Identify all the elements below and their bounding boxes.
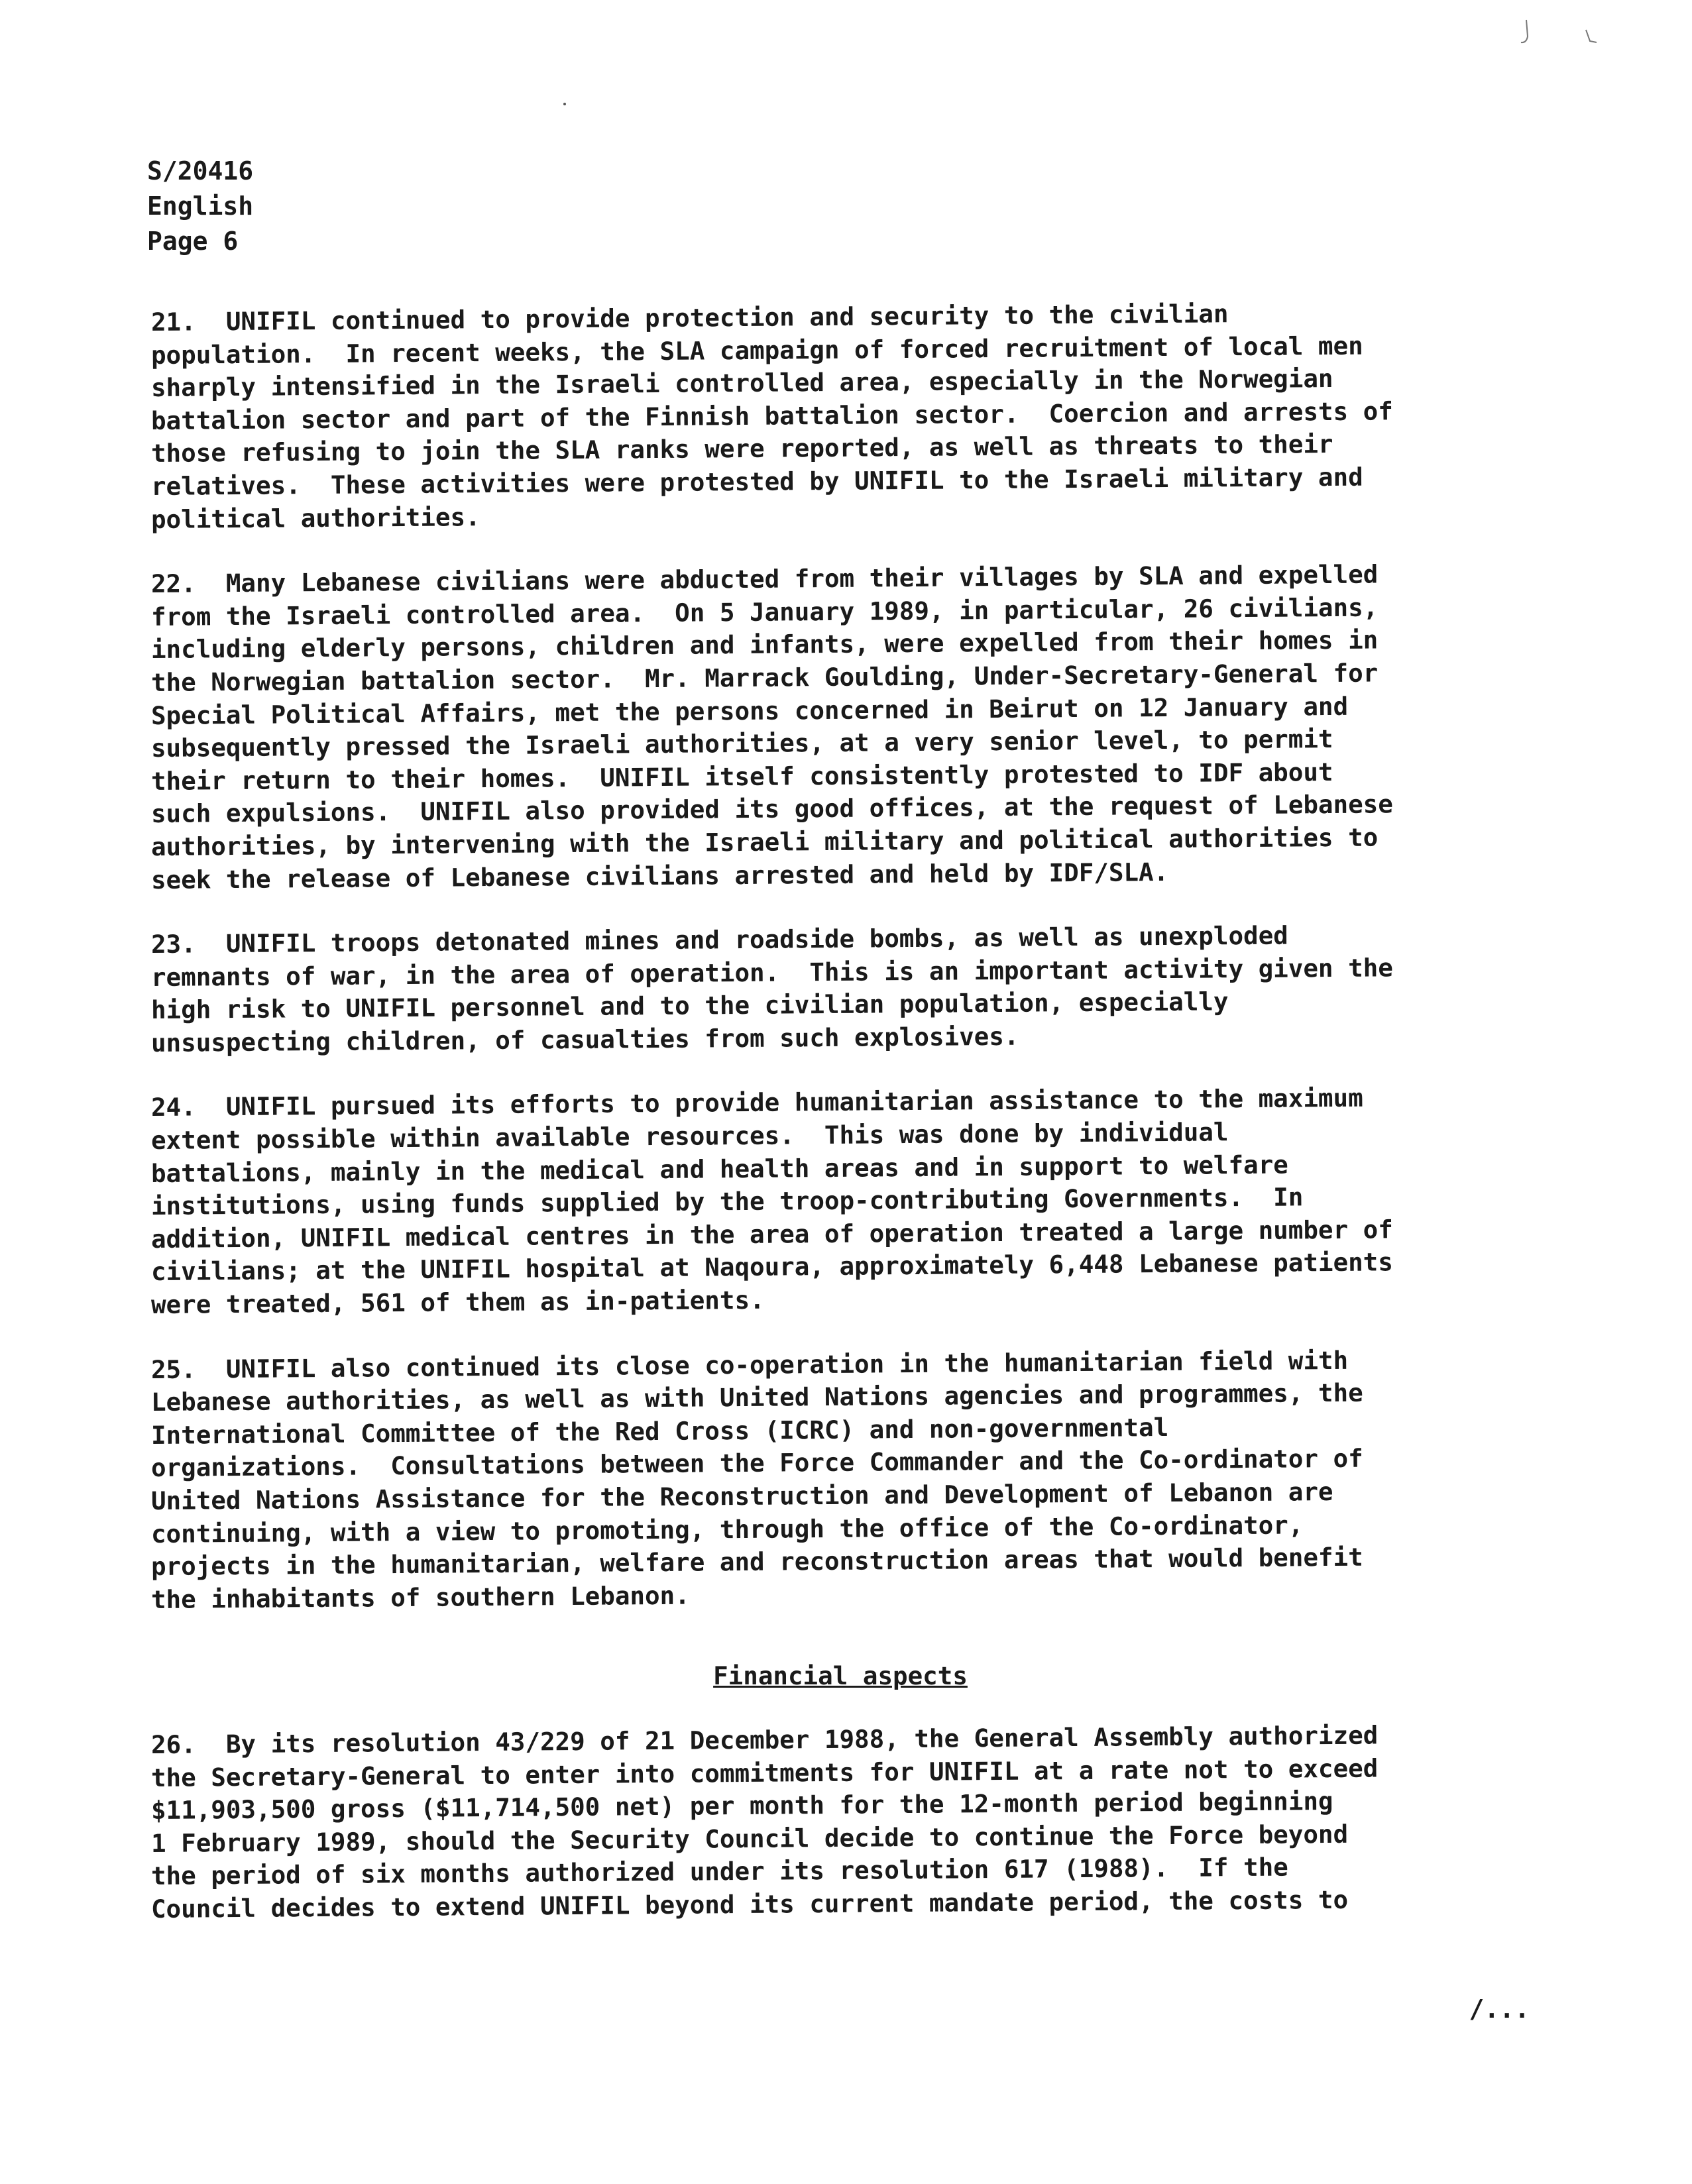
continuation-mark: /...	[1469, 1994, 1530, 2024]
text-line: population. In recent weeks, the SLA campaign of forced recruitment of local men	[150, 331, 1363, 370]
text-line: Council decides to extend UNIFIL beyond its current mandate period, the costs to	[150, 1884, 1349, 1924]
text-line: Special Political Affairs, met the persons concerned in Beirut on 12 January and	[150, 691, 1349, 730]
text-line: sharply intensified in the Israeli controlled area, especially in the Norwegian	[150, 364, 1333, 403]
text-line: 26. By its resolution 43/229 of 21 December 1988, the General Assembly authorized	[150, 1720, 1379, 1759]
text-line: including elderly persons, children and infants, were expelled from their homes in	[150, 625, 1379, 665]
text-line: political authorities.	[150, 502, 480, 534]
document-body	[150, 299, 1530, 1958]
text-line: the Secretary-General to enter into commitments for UNIFIL at a rate not to exceed	[150, 1753, 1379, 1792]
text-line: such expulsions. UNIFIL also provided its good offices, at the request of Lebanese	[150, 789, 1393, 829]
document-symbol: S/20416	[147, 156, 254, 186]
paragraph-26	[150, 1720, 1530, 1926]
pen-marks-icon	[1500, 13, 1632, 60]
text-line: civilians; at the UNIFIL hospital at Naqoura, approximately 6,448 Lebanese patients	[150, 1247, 1393, 1287]
text-line: from the Israeli controlled area. On 5 January 1989, in particular, 26 civilians,	[150, 592, 1379, 631]
text-line: 23. UNIFIL troops detonated mines and roadside bombs, as well as unexploded	[150, 920, 1288, 959]
paragraph-25	[150, 1345, 1530, 1617]
paragraph-21	[150, 299, 1530, 536]
text-line: Lebanese authorities, as well as with United Nations agencies and programmes, the	[150, 1378, 1363, 1417]
scan-speck	[563, 103, 566, 105]
text-line: subsequently pressed the Israeli authorities, at a very senior level, to permit	[150, 724, 1333, 763]
text-line: $11,903,500 gross ($11,714,500 net) per month for the 12-month period beginning	[150, 1786, 1333, 1826]
text-line: unsuspecting children, of casualties from such explosives.	[150, 1021, 1019, 1058]
text-line: battalion sector and part of the Finnish battalion sector. Coercion and arrests of	[150, 396, 1393, 435]
scan-marks	[1500, 13, 1632, 60]
text-line: institutions, using funds supplied by the troop-contributing Governments. In	[150, 1182, 1304, 1221]
text-line: were treated, 561 of them as in-patients.	[150, 1285, 765, 1320]
text-line: 24. UNIFIL pursued its efforts to provide humanitarian assistance to the maximum	[150, 1083, 1363, 1122]
text-line: 22. Many Lebanese civilians were abducted from their villages by SLA and expelled	[150, 559, 1379, 599]
paragraph-22	[150, 559, 1530, 897]
paragraph-23	[150, 920, 1530, 1060]
text-line: organizations. Consultations between the Force Commander and the Co-ordinator of	[150, 1444, 1363, 1483]
text-line: high risk to UNIFIL personnel and to the civilian population, especially	[150, 987, 1229, 1025]
text-line: remnants of war, in the area of operation. This is an important activity given the	[150, 952, 1393, 992]
paragraph-24	[150, 1083, 1530, 1321]
text-line: addition, UNIFIL medical centres in the area of operation treated a large number of	[150, 1215, 1393, 1254]
document-language: English	[147, 191, 254, 221]
text-line: battalions, mainly in the medical and health areas and in support to welfare	[150, 1150, 1288, 1188]
document-header	[147, 154, 253, 259]
text-line: seek the release of Lebanese civilians arrested and held by IDF/SLA.	[150, 857, 1169, 895]
text-line: relatives. These activities were protested by UNIFIL to the Israeli military and	[150, 462, 1363, 501]
text-line: the inhabitants of southern Lebanon.	[150, 1580, 690, 1614]
text-line: United Nations Assistance for the Reconstruction and Development of Lebanon are	[150, 1476, 1333, 1515]
page-number: Page 6	[147, 227, 239, 256]
text-line: the Norwegian battalion sector. Mr. Marrack Goulding, Under-Secretary-General for	[150, 658, 1379, 697]
text-line: projects in the humanitarian, welfare and reconstruction areas that would benefit	[150, 1542, 1363, 1582]
text-line: extent possible within available resources. This was done by individual	[150, 1117, 1229, 1156]
section-heading: Financial aspects	[713, 1661, 968, 1691]
text-line: 25. UNIFIL also continued its close co-operation in the humanitarian field with	[150, 1345, 1349, 1384]
text-line: their return to their homes. UNIFIL itself consistently protested to IDF about	[150, 757, 1333, 796]
text-line: 1 February 1989, should the Security Council decide to continue the Force beyond	[150, 1819, 1349, 1858]
text-line: authorities, by intervening with the Israeli military and political authorities to	[150, 822, 1379, 861]
text-line: the period of six months authorized under its resolution 617 (1988). If the	[150, 1852, 1288, 1891]
text-line: continuing, with a view to promoting, through the office of the Co-ordinator,	[150, 1509, 1304, 1549]
text-line: International Committee of the Red Cross (ICRC) and non-governmental	[150, 1412, 1169, 1450]
text-line: 21. UNIFIL continued to provide protection and security to the civilian	[150, 299, 1229, 337]
text-line: those refusing to join the SLA ranks were reported, as well as threats to their	[150, 429, 1333, 468]
